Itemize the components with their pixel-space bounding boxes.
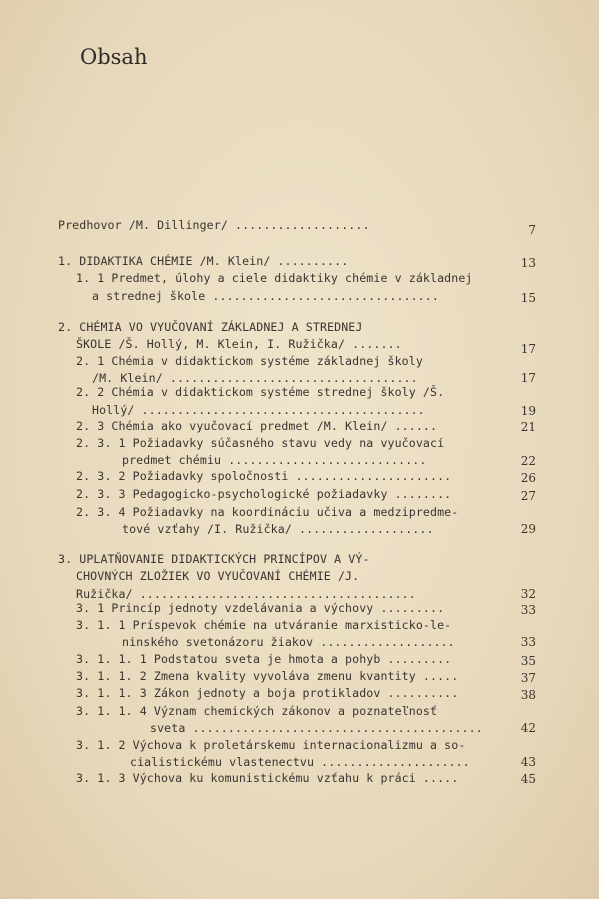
toc-entry-line: 3. 1. 1. 3 Zákon jednoty a boja protikladov .......... — [76, 686, 459, 700]
toc-page-number: 13 — [520, 256, 536, 270]
toc-entry-line: 2. 3. 2 Požiadavky spoločnosti ...................... — [76, 469, 452, 483]
toc-entry-line: Ružička/ ....................................... — [76, 587, 416, 601]
toc-page-number: 7 — [528, 223, 536, 237]
toc-page-number: 35 — [520, 654, 536, 668]
toc-entry-line: 2. 3. 1 Požiadavky súčasného stavu vedy na vyučovací — [76, 436, 445, 450]
toc-page-number: 42 — [520, 721, 536, 735]
toc-page-number: 17 — [520, 371, 536, 385]
toc-page-number: 21 — [520, 420, 536, 434]
toc-entry-line: cialistickému vlastenectvu ..................... — [130, 755, 470, 769]
toc-entry-line: 3. 1. 2 Výchova k proletárskemu internacionalizmu a so- — [76, 738, 466, 752]
toc-page-number: 15 — [520, 291, 536, 305]
toc-page-number: 38 — [520, 688, 536, 702]
toc-entry-line: Predhovor /M. Dillinger/ ................... — [58, 218, 370, 232]
toc-entry-line: ŠKOLE /Š. Hollý, M. Klein, I. Ružička/ ....... — [76, 337, 402, 351]
toc-page-number: 17 — [520, 342, 536, 356]
toc-entry-line: Hollý/ ........................................ — [92, 403, 425, 417]
toc-page-number: 37 — [520, 671, 536, 685]
toc-entry-line: /M. Klein/ ................................... — [92, 371, 418, 385]
toc-entry-line: a strednej škole ................................ — [92, 289, 439, 303]
toc-entry-line: 3. 1. 1. 1 Podstatou sveta je hmota a pohyb ......... — [76, 652, 452, 666]
page-title: Obsah — [80, 45, 148, 69]
toc-entry-line: 3. 1. 1 Príspevok chémie na utváranie marxisticko-le- — [76, 618, 452, 632]
toc-entry-line: 1. 1 Predmet, úlohy a ciele didaktiky chémie v základnej — [76, 271, 473, 285]
toc-entry-line: 3. 1. 1. 4 Význam chemických zákonov a poznateľnosť — [76, 704, 438, 718]
toc-page-number: 33 — [520, 635, 536, 649]
toc-entry-line: 2. 3. 3 Pedagogicko-psychologické požiadavky ........ — [76, 487, 452, 501]
toc-entry-line: 2. 3 Chémia ako vyučovací predmet /M. Klein/ ...... — [76, 419, 438, 433]
toc-entry-line: 2. 1 Chémia v didaktickom systéme základnej školy — [76, 354, 423, 368]
toc-entry-line: 3. 1 Princíp jednoty vzdelávania a výchovy ......... — [76, 601, 445, 615]
toc-entry-line: sveta ......................................... — [150, 721, 483, 735]
toc-entry-line: tové vzťahy /I. Ružička/ ................... — [122, 522, 434, 536]
toc-page-number: 43 — [520, 755, 536, 769]
toc-page-number: 32 — [520, 587, 536, 601]
toc-entry-line: 1. DIDAKTIKA CHÉMIE /M. Klein/ .......... — [58, 254, 349, 268]
toc-page-number: 45 — [520, 772, 536, 786]
toc-entry-line: predmet chémiu ............................ — [122, 453, 427, 467]
toc-page-number: 26 — [520, 471, 536, 485]
toc-entry-line: 3. 1. 1. 2 Zmena kvality vyvoláva zmenu kvantity ..... — [76, 669, 459, 683]
toc-entry-line: CHOVNÝCH ZLOŽIEK VO VYUČOVANÍ CHÉMIE /J. — [76, 569, 360, 583]
toc-entry-line: 2. CHÉMIA VO VYUČOVANÍ ZÁKLADNEJ A STREDNEJ — [58, 320, 363, 334]
toc-entry-line: 3. UPLATŇOVANIE DIDAKTICKÝCH PRINCÍPOV A VÝ- — [58, 552, 370, 566]
toc-page-number: 22 — [520, 454, 536, 468]
toc-page-number: 29 — [520, 522, 536, 536]
toc-entry-line: 3. 1. 3 Výchova ku komunistickému vzťahu k práci ..... — [76, 771, 459, 785]
toc-entry-line: 2. 2 Chémia v didaktickom systéme strednej školy /Š. — [76, 385, 445, 399]
toc-entry-line: 2. 3. 4 Požiadavky na koordináciu učiva a medzipredme- — [76, 505, 459, 519]
toc-page-number: 19 — [520, 404, 536, 418]
toc-page-number: 27 — [520, 489, 536, 503]
toc-page-number: 33 — [520, 603, 536, 617]
toc-entry-line: ninského svetonázoru žiakov ................... — [122, 635, 455, 649]
